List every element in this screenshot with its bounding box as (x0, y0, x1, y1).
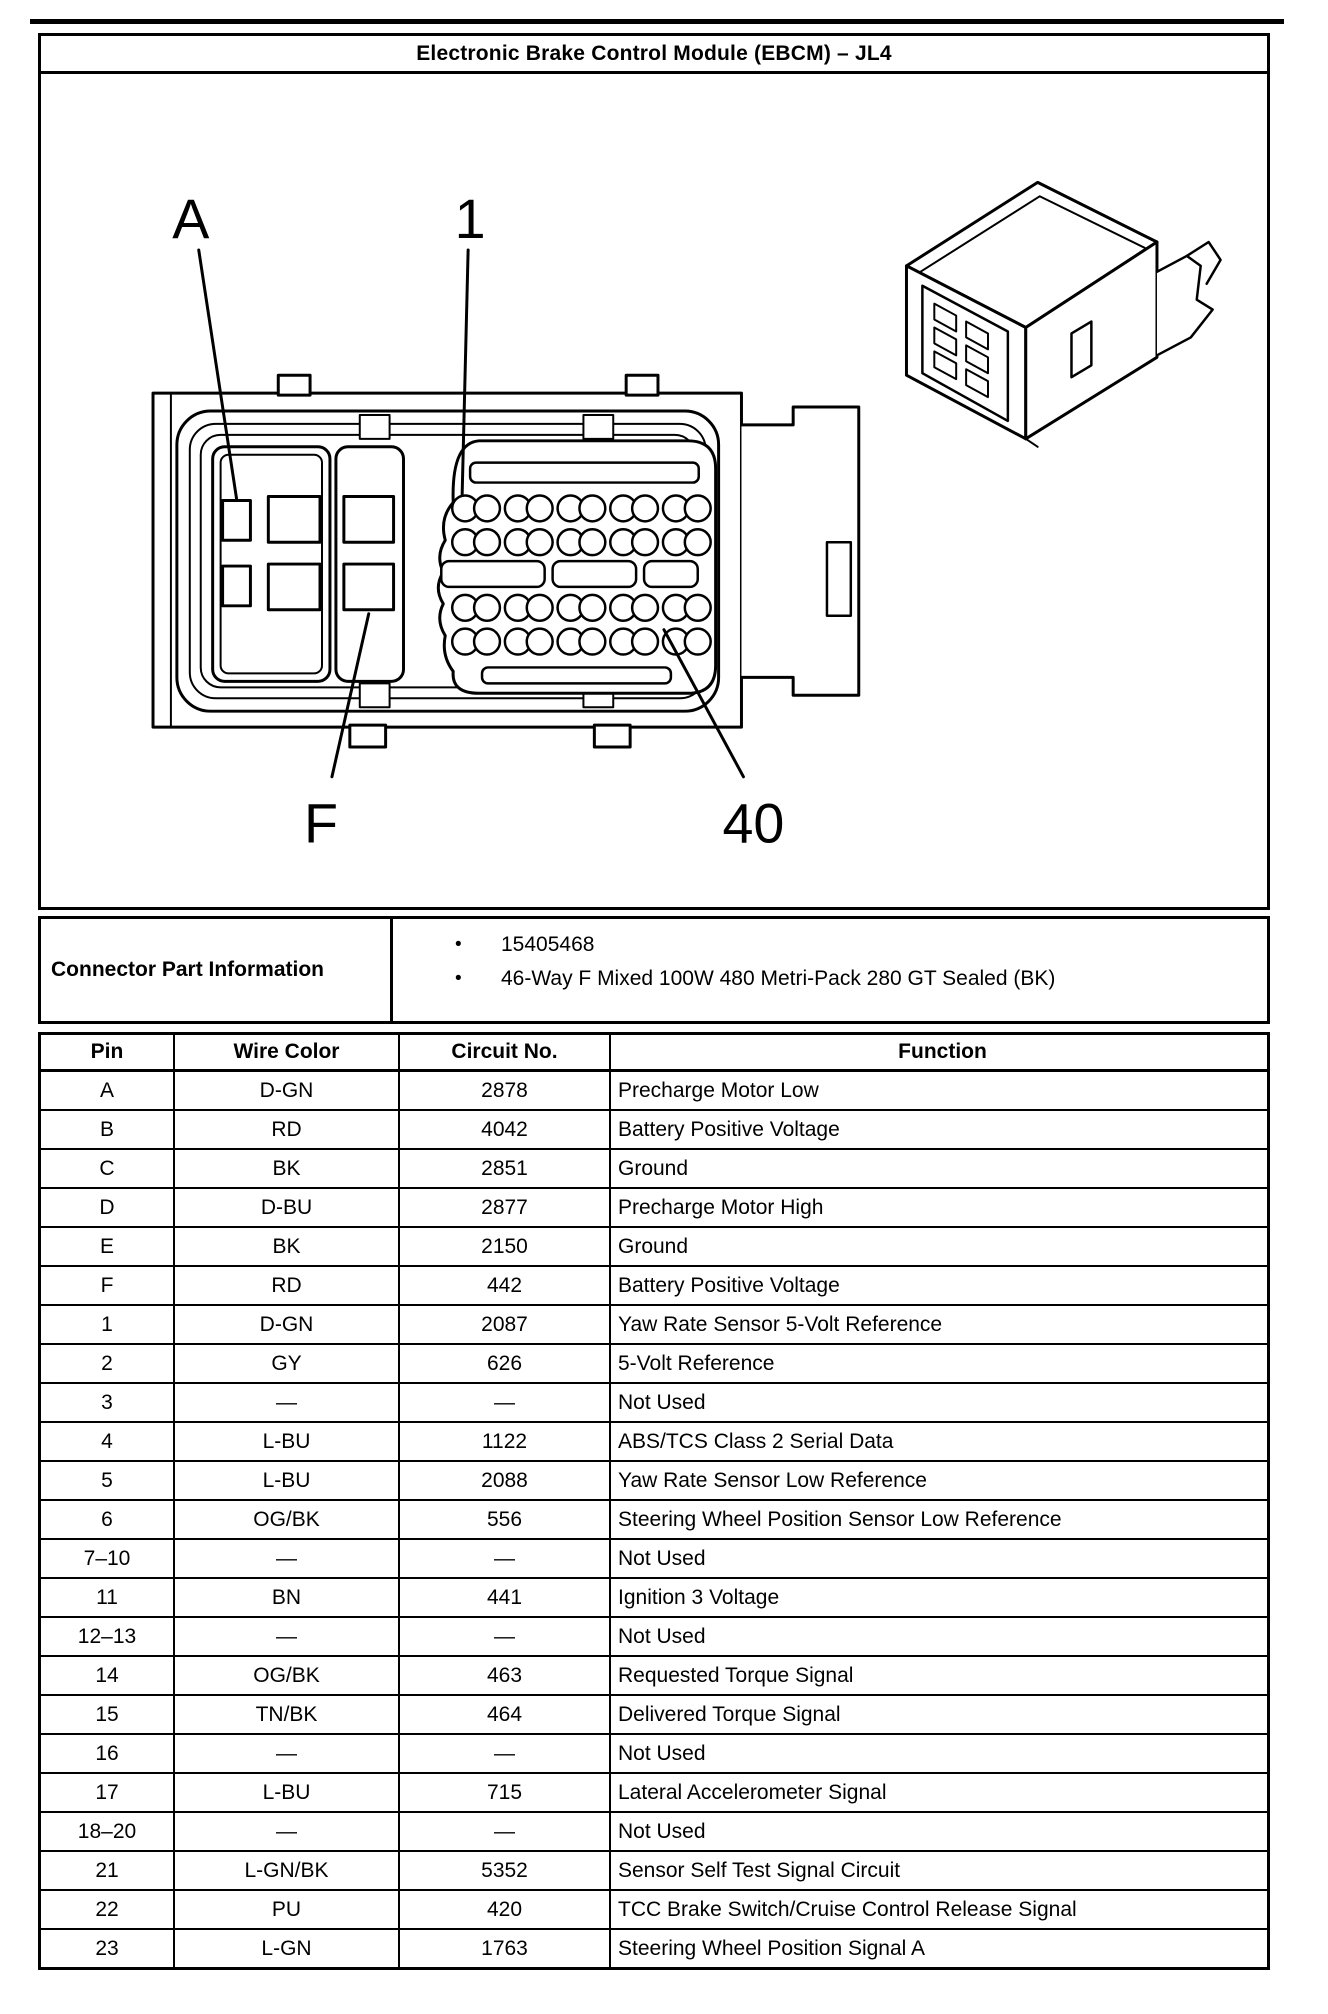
terminal-cavity (632, 595, 658, 621)
terminal-cavity (474, 629, 500, 655)
function-cell: Not Used (618, 1624, 706, 1648)
bullet-icon: • (455, 934, 462, 955)
pin-row (41, 1657, 1267, 1696)
pin-cell: 12–13 (41, 1618, 175, 1655)
terminal-cavity (527, 629, 553, 655)
circuit-no-cell: 626 (400, 1345, 611, 1382)
function-cell: Not Used (618, 1546, 706, 1570)
wire-color-cell: — (175, 1813, 400, 1850)
pin-row (41, 1774, 1267, 1813)
circuit-no-column-header: Circuit No. (400, 1035, 611, 1069)
function-cell: Precharge Motor Low (618, 1078, 819, 1102)
circuit-no-cell: 4042 (400, 1111, 611, 1148)
pin-table-header (41, 1035, 1267, 1072)
function-column-header: Function (898, 1040, 987, 1063)
function-cell: Not Used (618, 1819, 706, 1843)
circuit-no-cell: 420 (400, 1891, 611, 1928)
pin-row (41, 1579, 1267, 1618)
connector-diagram (41, 77, 1267, 907)
pin-row (41, 1813, 1267, 1852)
pin-cell: 1 (41, 1306, 175, 1343)
function-cell: Sensor Self Test Signal Circuit (618, 1858, 901, 1882)
function-cell: Delivered Torque Signal (618, 1702, 841, 1726)
pin-row (41, 1891, 1267, 1930)
function-cell: Ground (618, 1234, 689, 1258)
circuit-no-cell: 441 (400, 1579, 611, 1616)
wire-color-cell: OG/BK (175, 1501, 400, 1538)
terminal-f (344, 564, 394, 610)
wire-color-cell: BK (175, 1150, 400, 1187)
wire-color-cell: L-GN/BK (175, 1852, 400, 1889)
pin-row (41, 1189, 1267, 1228)
wire-color-cell: D-GN (175, 1306, 400, 1343)
list-item (455, 962, 1259, 996)
pin-cell: A (41, 1072, 175, 1109)
terminal-cavity (474, 595, 500, 621)
circuit-no-cell: 2150 (400, 1228, 611, 1265)
terminal-cavity (579, 529, 605, 555)
circuit-no-cell: 2087 (400, 1306, 611, 1343)
circuit-no-cell: — (400, 1618, 611, 1655)
circuit-no-cell: 2851 (400, 1150, 611, 1187)
function-cell: Battery Positive Voltage (618, 1273, 840, 1297)
terminal-cavity (474, 495, 500, 521)
circuit-no-cell: — (400, 1540, 611, 1577)
terminal-cavity (579, 595, 605, 621)
function-cell: Precharge Motor High (618, 1195, 824, 1219)
wire-color-cell: — (175, 1618, 400, 1655)
terminal-cavity (685, 629, 711, 655)
pin-row (41, 1696, 1267, 1735)
pin-cell: 17 (41, 1774, 175, 1811)
pin-cell: 6 (41, 1501, 175, 1538)
pin-row (41, 1267, 1267, 1306)
pin-cell: 7–10 (41, 1540, 175, 1577)
terminal-cavity (527, 495, 553, 521)
function-cell: Yaw Rate Sensor 5-Volt Reference (618, 1312, 943, 1336)
list-item (455, 928, 1259, 962)
wire-color-cell: L-BU (175, 1462, 400, 1499)
terminal-cavity (579, 495, 605, 521)
pin-cell: E (41, 1228, 175, 1265)
connector-info-values (393, 919, 1267, 1021)
function-cell: Requested Torque Signal (618, 1663, 854, 1687)
pin-row (41, 1501, 1267, 1540)
pin-cell: 3 (41, 1384, 175, 1421)
pin-cell: F (41, 1267, 175, 1304)
pin-cell: C (41, 1150, 175, 1187)
pin-cell: 16 (41, 1735, 175, 1772)
pin-row (41, 1423, 1267, 1462)
pin-40-label: 40 (722, 792, 785, 855)
pin-row (41, 1306, 1267, 1345)
function-cell: Lateral Accelerometer Signal (618, 1780, 887, 1804)
pin-row (41, 1072, 1267, 1111)
pin-cell: 14 (41, 1657, 175, 1694)
circuit-no-cell: 463 (400, 1657, 611, 1694)
right-terminal-grid (438, 441, 715, 693)
wire-color-cell: L-BU (175, 1774, 400, 1811)
wire-color-cell: TN/BK (175, 1696, 400, 1733)
pin-row (41, 1228, 1267, 1267)
wire-color-cell: GY (175, 1345, 400, 1382)
terminal-cavity (579, 629, 605, 655)
pin-f-label: F (304, 792, 339, 855)
pin-column-header: Pin (41, 1035, 175, 1069)
function-cell: Ground (618, 1156, 689, 1180)
wire-color-cell: RD (175, 1111, 400, 1148)
pin-row (41, 1852, 1267, 1891)
pin-cell: 11 (41, 1579, 175, 1616)
page-top-rule (30, 19, 1284, 24)
circuit-no-cell: 1122 (400, 1423, 611, 1460)
wire-color-cell: RD (175, 1267, 400, 1304)
pin-1-label: 1 (454, 188, 486, 251)
function-cell: ABS/TCS Class 2 Serial Data (618, 1429, 894, 1453)
pin-cell: 15 (41, 1696, 175, 1733)
circuit-no-cell: 5352 (400, 1852, 611, 1889)
pin-cell: B (41, 1111, 175, 1148)
function-cell: Not Used (618, 1741, 706, 1765)
pin-row (41, 1540, 1267, 1579)
connector-info-table (38, 916, 1270, 1024)
circuit-no-cell: — (400, 1384, 611, 1421)
terminal-cavity (685, 595, 711, 621)
pin-cell: 23 (41, 1930, 175, 1967)
circuit-no-cell: 1763 (400, 1930, 611, 1967)
wire-color-cell: — (175, 1735, 400, 1772)
connector-description: 46-Way F Mixed 100W 480 Metri-Pack 280 GT Sealed (BK) (501, 967, 1056, 990)
left-terminal-block (213, 447, 404, 682)
connector-part-number: 15405468 (501, 933, 595, 956)
circuit-no-cell: 2878 (400, 1072, 611, 1109)
pin-table (38, 1032, 1270, 1970)
pin-a-label: A (172, 188, 210, 251)
pin-cell: 18–20 (41, 1813, 175, 1850)
pin-row (41, 1462, 1267, 1501)
circuit-no-cell: 556 (400, 1501, 611, 1538)
function-cell: Not Used (618, 1390, 706, 1414)
wire-color-cell: BN (175, 1579, 400, 1616)
pin-cell: 5 (41, 1462, 175, 1499)
wire-color-cell: OG/BK (175, 1657, 400, 1694)
connector-face-view (153, 188, 859, 854)
pin-row (41, 1930, 1267, 1967)
terminal-cavity (527, 595, 553, 621)
circuit-no-cell: 464 (400, 1696, 611, 1733)
wire-color-cell: D-BU (175, 1189, 400, 1226)
pin-cell: 21 (41, 1852, 175, 1889)
terminal-cavity (632, 529, 658, 555)
wire-color-cell: PU (175, 1891, 400, 1928)
terminal-cavity (685, 495, 711, 521)
connector-info-label: Connector Part Information (41, 919, 393, 1021)
function-cell: 5-Volt Reference (618, 1351, 775, 1375)
pin-cell: 22 (41, 1891, 175, 1928)
circuit-no-cell: 442 (400, 1267, 611, 1304)
pin-table-body (41, 1072, 1267, 1967)
terminal-cavity (632, 629, 658, 655)
pin-row (41, 1150, 1267, 1189)
pin-row (41, 1111, 1267, 1150)
page-title: Electronic Brake Control Module (EBCM) – JL4 (41, 36, 1267, 74)
function-cell: Steering Wheel Position Sensor Low Reference (618, 1507, 1062, 1531)
wire-color-cell: — (175, 1384, 400, 1421)
pin-cell: 2 (41, 1345, 175, 1382)
function-cell: TCC Brake Switch/Cruise Control Release Signal (618, 1897, 1077, 1921)
connector-3d-view (906, 182, 1220, 446)
wire-color-cell: — (175, 1540, 400, 1577)
function-cell: Steering Wheel Position Signal A (618, 1936, 926, 1960)
terminal-cavity (685, 529, 711, 555)
circuit-no-cell: 2877 (400, 1189, 611, 1226)
terminal-cavity (474, 529, 500, 555)
terminal-a (223, 500, 251, 540)
terminal-cavity (527, 529, 553, 555)
pin-cell: D (41, 1189, 175, 1226)
bullet-icon: • (455, 968, 462, 989)
circuit-no-cell: 715 (400, 1774, 611, 1811)
wire-color-cell: D-GN (175, 1072, 400, 1109)
pin-row (41, 1384, 1267, 1423)
circuit-no-cell: — (400, 1813, 611, 1850)
pin-row (41, 1345, 1267, 1384)
pin-row (41, 1618, 1267, 1657)
wire-color-column-header: Wire Color (175, 1035, 400, 1069)
title-diagram-box (38, 33, 1270, 910)
pin-cell: 4 (41, 1423, 175, 1460)
circuit-no-cell: 2088 (400, 1462, 611, 1499)
terminal-cavity (632, 495, 658, 521)
pin-row (41, 1735, 1267, 1774)
wire-color-cell: L-GN (175, 1930, 400, 1967)
function-cell: Battery Positive Voltage (618, 1117, 840, 1141)
wire-color-cell: L-BU (175, 1423, 400, 1460)
function-cell: Yaw Rate Sensor Low Reference (618, 1468, 927, 1492)
wire-color-cell: BK (175, 1228, 400, 1265)
function-cell: Ignition 3 Voltage (618, 1585, 780, 1609)
circuit-no-cell: — (400, 1735, 611, 1772)
